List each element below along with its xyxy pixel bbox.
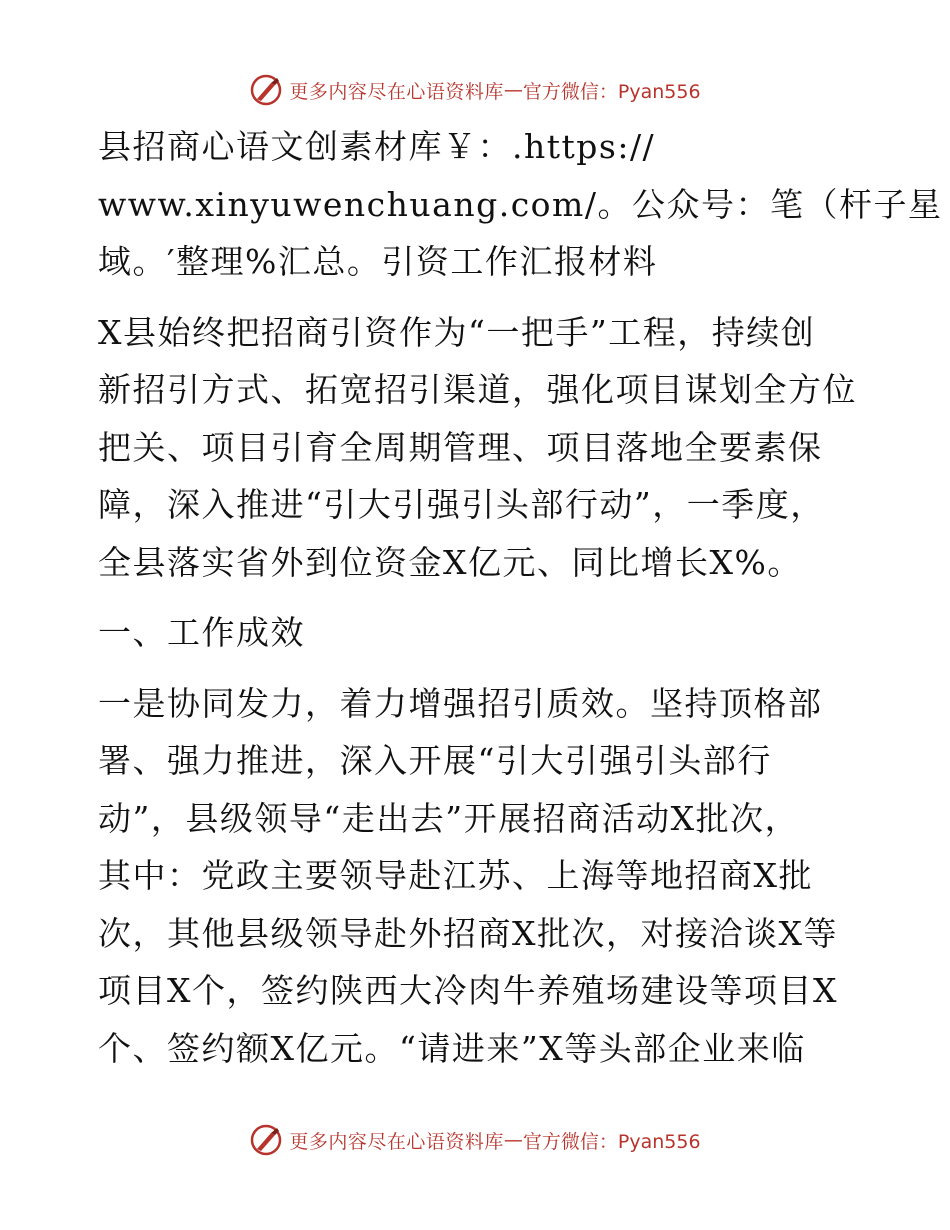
- text-line: 全县落实省外到位资金X亿元、同比增长X%。: [98, 542, 802, 582]
- text-line: 动”，县级领导“走出去”开展招商活动X批次，: [98, 798, 800, 838]
- text-line: 项目X个，签约陕西大冷肉牛养殖场建设等项目X: [98, 971, 838, 1010]
- text-line: 新招引方式、拓宽招引渠道，强化项目谋划全方位: [98, 370, 857, 409]
- text-line: 域。′整理%汇总。引资工作汇报材料: [98, 242, 658, 281]
- text-line: 次，其他县级领导赴外招商X批次，对接洽谈X等: [98, 913, 838, 953]
- watermark-text: 更多内容尽在心语资料库: [289, 80, 504, 103]
- text-line: 把关、项目引育全周期管理、项目落地全要素保: [98, 427, 823, 467]
- watermark-banner-bottom: [0, 1118, 950, 1162]
- document-body: [98, 118, 943, 1090]
- watermark-contact: 官方微信：Pyan556: [522, 1130, 701, 1153]
- quill-pen-logo-icon: [249, 73, 283, 107]
- paragraph-point-one: [98, 675, 858, 1078]
- section-heading: [98, 604, 858, 662]
- text-line: 其中：党政主要领导赴江苏、上海等地招商X批: [98, 856, 813, 895]
- text-line: 个、签约额X亿元。“请进来”X等头部企业来临: [98, 1028, 806, 1068]
- watermark-separator: —: [503, 79, 523, 101]
- text-line: 一是协同发力，着力增强招引质效。坚持顶格部: [98, 683, 823, 723]
- watermark-text: 更多内容尽在心语资料库: [289, 1130, 504, 1153]
- text-line: 障，深入推进“引大引强引头部行动”，一季度，: [98, 485, 825, 524]
- watermark-contact: 官方微信：Pyan556: [522, 80, 701, 103]
- quill-pen-logo-icon: [249, 1123, 283, 1157]
- text-line: 县招商心语文创素材库￥：.https://: [98, 127, 656, 166]
- watermark-banner-top: [0, 68, 950, 112]
- paragraph-summary: [98, 304, 858, 592]
- text-line: X县始终把招商引资作为“一把手”工程，持续创: [98, 312, 816, 352]
- text-line: 署、强力推进，深入开展“引大引强引头部行: [98, 741, 772, 780]
- paragraph-intro: [98, 118, 943, 291]
- heading-text: 一、工作成效: [98, 613, 305, 652]
- text-line: www.xinyuwenchuang.com/。公众号：笔（杆子星: [98, 184, 943, 224]
- watermark-separator: —: [503, 1129, 523, 1151]
